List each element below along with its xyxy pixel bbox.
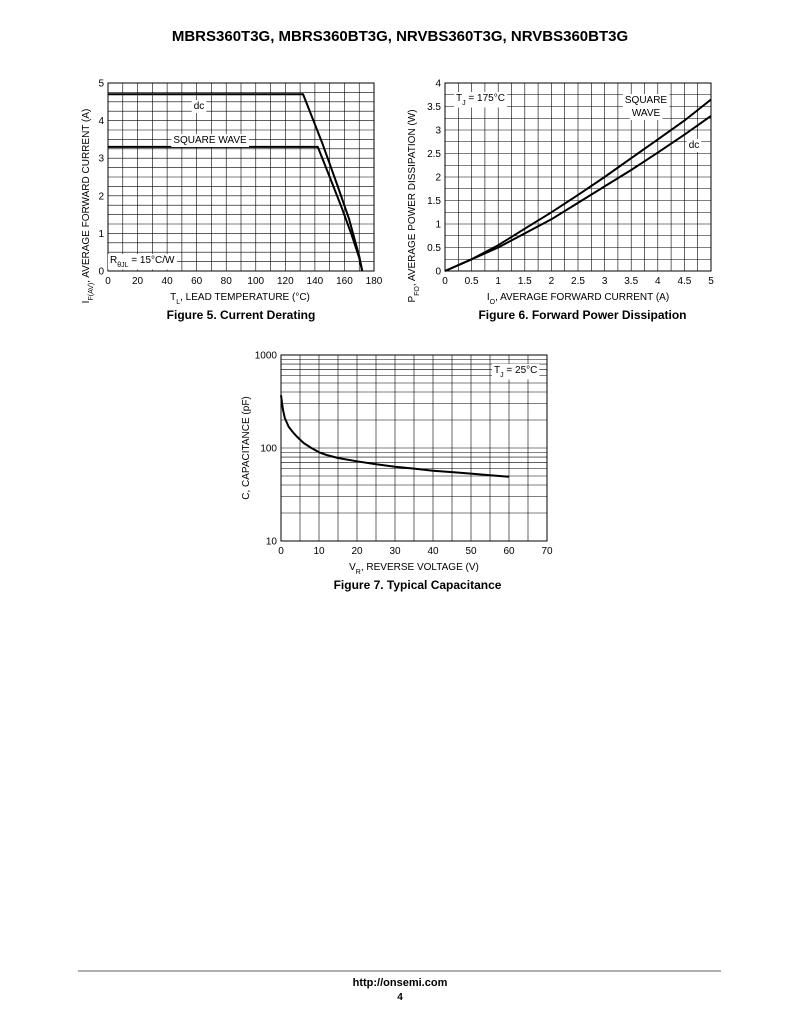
x-tick-label: 100 (247, 276, 265, 287)
junction-temperature-annotation: $T_J = 175^\circ C$ (456, 93, 505, 107)
x-tick-label: 3.5 (624, 276, 639, 287)
x-tick-label: 3 (601, 276, 608, 287)
x-tick-label: 0 (442, 276, 448, 287)
series-label-dc: dc (193, 101, 205, 112)
y-tick-label: 100 (260, 443, 277, 455)
x-tick-label: 70 (541, 546, 553, 557)
x-tick-label: 1.5 (517, 276, 532, 287)
x-tick-label: 5 (708, 276, 714, 287)
junction-temperature-annotation: $T_J = 25^\circ C$ (494, 365, 538, 379)
chart-grid (445, 83, 711, 271)
x-tick-label: 40 (161, 276, 173, 287)
x-tick-label: 40 (427, 546, 439, 557)
series-label-dc: dc (688, 140, 700, 151)
y-tick-label: 5 (98, 78, 104, 90)
y-tick-label: 1 (98, 228, 104, 240)
x-tick-label: 4.5 (677, 276, 692, 287)
figure-5-caption: Figure 5. Current Derating (166, 308, 316, 322)
x-tick-label: 0 (105, 276, 111, 287)
x-tick-label: 140 (306, 276, 324, 287)
x-axis-label: $T_L$, LEAD TEMPERATURE (°C) (170, 292, 310, 306)
series-label-square: SQUARE (624, 95, 668, 106)
figure-7-caption: Figure 7. Typical Capacitance (333, 578, 502, 592)
y-tick-label: 1000 (254, 350, 277, 362)
figure-forward-power-dissipation (402, 75, 722, 315)
figure-current-derating (78, 75, 388, 315)
x-tick-label: 0 (278, 546, 284, 557)
thermal-resistance-annotation: $R_{\theta JL} = 15^\circ C/W$ (110, 255, 175, 269)
figure-typical-capacitance (238, 345, 568, 580)
x-tick-label: 60 (191, 276, 203, 287)
y-tick-label: 3.5 (427, 102, 441, 113)
x-tick-label: 2 (548, 276, 555, 287)
x-tick-label: 50 (465, 546, 477, 557)
y-tick-label: 3 (435, 125, 441, 137)
x-tick-label: 20 (351, 546, 363, 557)
y-axis-label: $I_{F(AV)}$, AVERAGE FORWARD CURRENT (A) (81, 108, 95, 304)
footer-divider (78, 970, 721, 972)
x-tick-label: 20 (131, 276, 144, 287)
y-tick-label: 4 (98, 116, 104, 128)
chart-grid (281, 355, 547, 541)
x-tick-label: 60 (503, 546, 515, 557)
x-tick-label: 0.5 (464, 276, 479, 287)
y-tick-label: 4 (435, 78, 441, 90)
x-tick-label: 2.5 (571, 276, 585, 287)
y-tick-label: 2 (98, 191, 104, 203)
x-axis-label: $V_R$, REVERSE VOLTAGE (V) (349, 562, 479, 576)
y-axis-label: C, CAPACITANCE (pF) (241, 396, 252, 500)
y-tick-label: 0.5 (427, 243, 441, 254)
y-tick-label: 0 (98, 266, 104, 278)
y-tick-label: 0 (435, 266, 441, 278)
x-tick-label: 30 (389, 546, 401, 557)
y-tick-label: 3 (98, 153, 104, 165)
chart-forward-power-dissipation (402, 75, 722, 315)
chart-current-derating (78, 75, 388, 315)
x-tick-label: 120 (276, 276, 294, 287)
x-tick-label: 10 (313, 546, 325, 557)
y-tick-label: 1 (435, 219, 441, 231)
page-number: 4 (397, 992, 403, 1003)
x-tick-label: 80 (220, 276, 232, 287)
y-axis-label: $P_{FO}$, AVERAGE POWER DISSIPATION (W) (407, 109, 421, 303)
y-tick-label: 10 (265, 536, 277, 548)
x-tick-label: 180 (365, 276, 383, 287)
y-tick-label: 1.5 (427, 196, 441, 207)
x-tick-label: 1 (495, 276, 501, 287)
chart-tick-labels (255, 351, 553, 558)
series-label-wave: WAVE (631, 108, 661, 119)
footer-url[interactable]: http://onsemi.com (352, 977, 448, 989)
x-axis-label: $I_O$, AVERAGE FORWARD CURRENT (A) (486, 292, 670, 306)
x-tick-label: 4 (655, 276, 661, 287)
series-label-square-wave: SQUARE WAVE (173, 135, 247, 146)
x-tick-label: 160 (336, 276, 353, 287)
y-tick-label: 2.5 (427, 149, 441, 160)
y-tick-label: 2 (435, 172, 441, 184)
figure-6-caption: Figure 6. Forward Power Dissipation (478, 308, 687, 322)
chart-typical-capacitance (238, 345, 568, 580)
document-header: MBRS360T3G, MBRS360BT3G, NRVBS360T3G, NRVBS360BT3G (171, 28, 629, 45)
